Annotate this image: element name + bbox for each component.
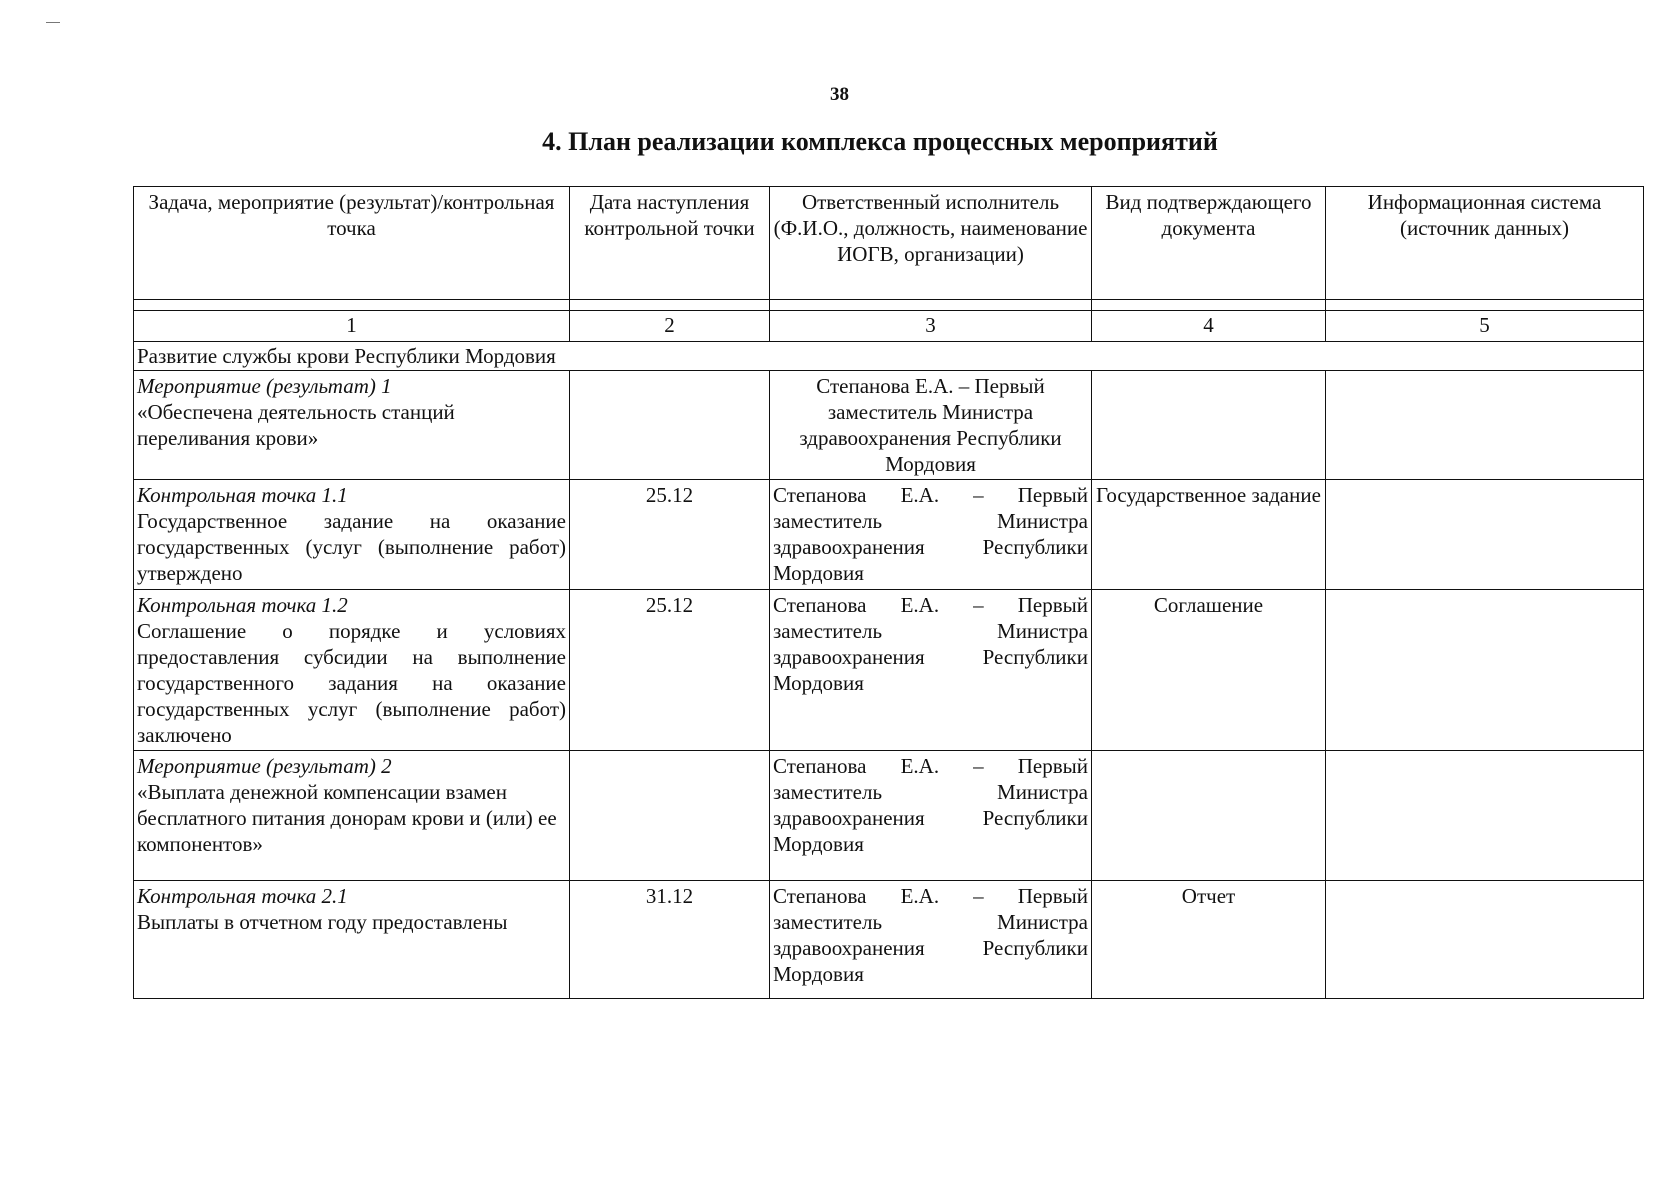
system-cell	[1326, 590, 1644, 751]
table-row	[134, 881, 1644, 999]
row-text: Соглашение о порядке и условиях предоставления субсидии на выполнение государственного задания на оказание государственных услуг (выполнение работ) заключено	[137, 619, 566, 747]
date-cell: 25.12	[570, 480, 770, 590]
row-text: Государственное задание на оказание государственных (услуг (выполнение работ) утверждено	[137, 509, 566, 585]
table-row	[134, 590, 1644, 751]
section-title: Развитие службы крови Республики Мордовия	[134, 342, 1644, 371]
responsible-cell: Степанова Е.А. – Первый заместитель Министра здравоохранения Республики Мордовия	[770, 371, 1092, 480]
header-gap	[134, 300, 1644, 311]
column-number: 3	[770, 311, 1092, 342]
header-system: Информационная система (источник данных)	[1326, 187, 1644, 300]
column-number-row	[134, 311, 1644, 342]
table-row	[134, 480, 1644, 590]
system-cell	[1326, 881, 1644, 999]
section-row	[134, 342, 1644, 371]
date-cell	[570, 751, 770, 881]
task-cell	[134, 371, 570, 480]
task-cell	[134, 480, 570, 590]
system-cell	[1326, 480, 1644, 590]
table-row	[134, 751, 1644, 881]
responsible-cell: Степанова Е.А. – Первый заместитель Министра здравоохранения Республики Мордовия	[770, 881, 1092, 999]
date-cell: 31.12	[570, 881, 770, 999]
plan-table	[133, 186, 1644, 999]
system-cell	[1326, 371, 1644, 480]
row-text: «Обеспечена деятельность станций переливания крови»	[137, 400, 455, 450]
header-task: Задача, мероприятие (результат)/контрольная точка	[134, 187, 570, 300]
document-cell: Государственное задание	[1092, 480, 1326, 590]
page-title: 4. План реализации комплекса процессных мероприятий	[542, 127, 1218, 156]
system-cell	[1326, 751, 1644, 881]
task-cell	[134, 881, 570, 999]
row-label: Контрольная точка 2.1	[137, 884, 348, 908]
header-document: Вид подтверждающего документа	[1092, 187, 1326, 300]
document-cell	[1092, 751, 1326, 881]
column-number: 1	[134, 311, 570, 342]
row-label: Контрольная точка 1.1	[137, 483, 348, 507]
scan-edge-mark	[46, 22, 60, 23]
header-row	[134, 187, 1644, 300]
row-label: Мероприятие (результат) 2	[137, 754, 392, 778]
header-responsible: Ответственный исполнитель (Ф.И.О., должность, наименование ИОГВ, организации)	[770, 187, 1092, 300]
task-cell	[134, 751, 570, 881]
responsible-cell: Степанова Е.А. – Первый заместитель Министра здравоохранения Республики Мордовия	[770, 751, 1092, 881]
row-label: Контрольная точка 1.2	[137, 593, 348, 617]
header-date: Дата наступления контрольной точки	[570, 187, 770, 300]
row-label: Мероприятие (результат) 1	[137, 374, 392, 398]
row-text: «Выплата денежной компенсации взамен бесплатного питания донорам крови и (или) ее компонентов»	[137, 780, 557, 856]
document-cell	[1092, 371, 1326, 480]
task-cell	[134, 590, 570, 751]
row-text: Выплаты в отчетном году предоставлены	[137, 910, 508, 934]
column-number: 4	[1092, 311, 1326, 342]
page-number: 38	[830, 84, 849, 105]
table-row	[134, 371, 1644, 480]
date-cell: 25.12	[570, 590, 770, 751]
document-cell: Соглашение	[1092, 590, 1326, 751]
responsible-cell: Степанова Е.А. – Первый заместитель Министра здравоохранения Республики Мордовия	[770, 480, 1092, 590]
column-number: 2	[570, 311, 770, 342]
document-cell: Отчет	[1092, 881, 1326, 999]
responsible-cell: Степанова Е.А. – Первый заместитель Министра здравоохранения Республики Мордовия	[770, 590, 1092, 751]
date-cell	[570, 371, 770, 480]
column-number: 5	[1326, 311, 1644, 342]
